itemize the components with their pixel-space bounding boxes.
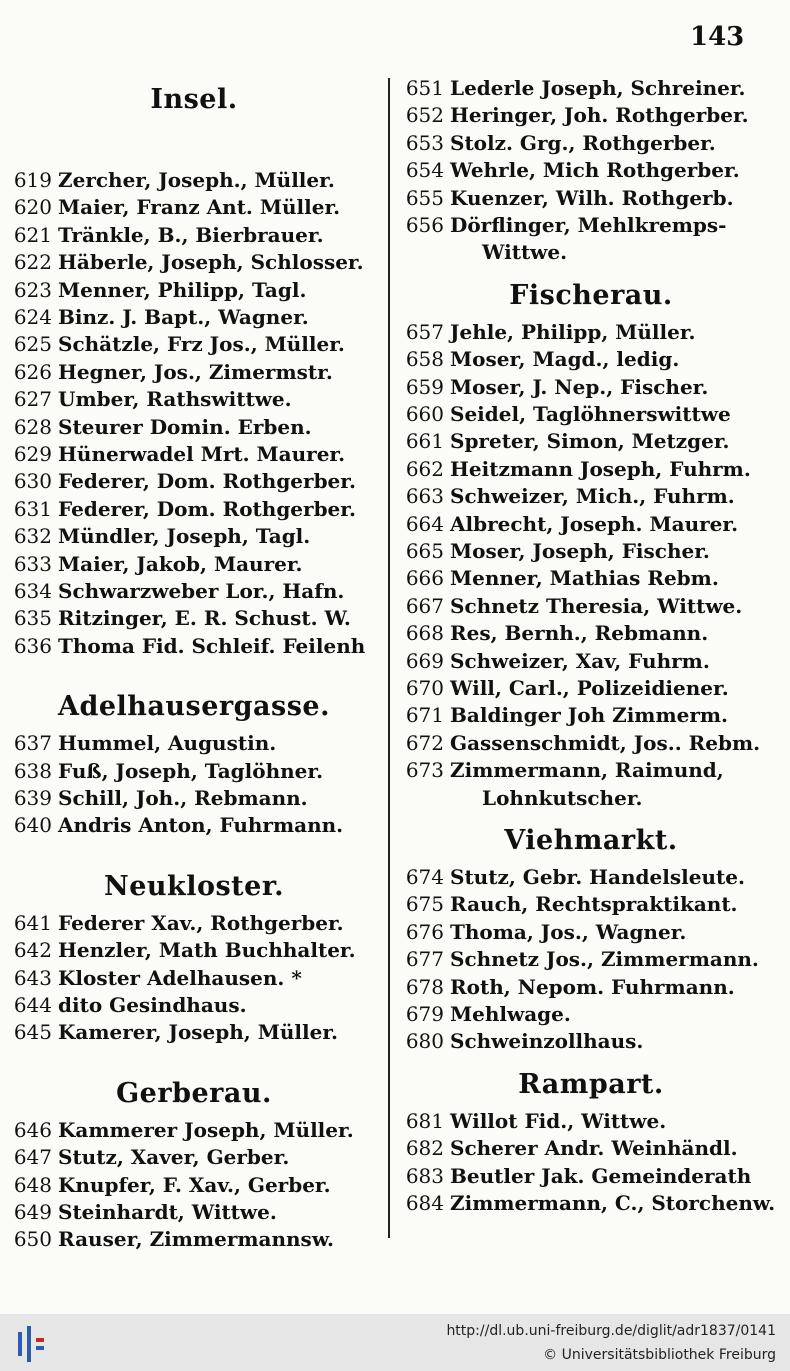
section-heading: Rampart. — [518, 1068, 664, 1100]
house-number: 622 — [13, 250, 52, 275]
address-entry — [0, 938, 356, 962]
house-number: 663 — [405, 484, 444, 509]
resident-name: Ritzinger, E. R. Schust. W. — [58, 606, 351, 631]
address-entry — [392, 947, 759, 971]
address-entry — [392, 1164, 751, 1188]
address-entry — [392, 865, 745, 889]
resident-name: Spreter, Simon, Metzger. — [450, 429, 730, 454]
house-number: 648 — [13, 1172, 52, 1197]
address-entry — [0, 360, 333, 384]
resident-name: Stutz, Gebr. Handelsleute. — [450, 865, 745, 889]
house-number: 658 — [405, 347, 444, 372]
resident-name: Schweizer, Mich., Fuhrm. — [450, 484, 735, 509]
resident-name: Thoma, Jos., Wagner. — [450, 919, 687, 944]
address-entry — [392, 76, 746, 100]
address-entry — [0, 1227, 334, 1251]
address-entry — [392, 758, 724, 782]
house-number: 680 — [405, 1029, 444, 1054]
house-number: 635 — [13, 606, 52, 631]
entry-continuation: Lohnkutscher. — [482, 785, 643, 810]
address-entry — [0, 332, 345, 356]
house-number: 650 — [13, 1227, 52, 1252]
address-entry — [0, 278, 306, 302]
address-entry — [0, 497, 356, 521]
house-number: 629 — [13, 442, 52, 466]
resident-name: Wehrle, Mich Rothgerber. — [450, 158, 740, 183]
resident-name: Moser, Magd., ledig. — [450, 347, 680, 372]
house-number: 671 — [405, 703, 444, 728]
copyright-notice: © Universitätsbibliothek Freiburg — [543, 1347, 776, 1363]
page-number: 143 — [690, 22, 745, 52]
address-entry — [392, 621, 708, 645]
resident-name: Hegner, Jos., Zimermstr. — [58, 359, 333, 384]
address-entry — [392, 1109, 666, 1133]
house-number: 657 — [405, 319, 444, 344]
address-entry — [392, 1029, 643, 1053]
address-entry — [392, 158, 740, 182]
resident-name: Häberle, Joseph, Schlosser. — [58, 250, 364, 275]
address-entry — [0, 195, 340, 219]
permalink-link[interactable]: http://dl.ub.uni-freiburg.de/diglit/adr1837/0141 — [446, 1323, 776, 1339]
address-entry — [392, 975, 735, 999]
address-entry — [392, 1136, 738, 1160]
resident-name: Jehle, Philipp, Müller. — [450, 319, 696, 344]
house-number: 651 — [405, 76, 444, 100]
resident-name: Knupfer, F. Xav., Gerber. — [58, 1172, 331, 1197]
resident-name: Zimmermann, Raimund, — [450, 758, 724, 783]
address-entry — [392, 484, 735, 508]
address-entry — [0, 223, 324, 247]
resident-name: Kuenzer, Wilh. Rothgerb. — [450, 185, 734, 210]
resident-name: dito Gesindhaus. — [58, 993, 247, 1017]
address-entry — [392, 402, 731, 426]
house-number: 664 — [405, 511, 444, 536]
house-number: 675 — [405, 892, 444, 917]
resident-name: Fuß, Joseph, Taglöhner. — [58, 758, 324, 783]
section-heading: Fischerau. — [509, 279, 673, 311]
resident-name: Hünerwadel Mrt. Maurer. — [58, 442, 346, 466]
house-number: 669 — [405, 648, 444, 673]
house-number: 677 — [405, 947, 444, 972]
address-entry — [0, 634, 365, 658]
house-number: 659 — [405, 374, 444, 399]
section-heading: Insel. — [150, 84, 238, 115]
address-entry — [392, 676, 729, 700]
house-number: 625 — [13, 332, 52, 357]
resident-name: Steinhardt, Wittwe. — [58, 1200, 277, 1224]
house-number: 631 — [13, 496, 52, 521]
resident-name: Schweinzollhaus. — [450, 1029, 644, 1054]
address-entry — [0, 993, 247, 1017]
viewer-footer — [0, 1314, 790, 1371]
section-heading: Gerberau. — [116, 1077, 272, 1109]
house-number: 674 — [405, 865, 444, 889]
resident-name: Mündler, Joseph, Tagl. — [58, 524, 311, 549]
address-entry — [0, 469, 356, 493]
address-entry — [0, 911, 344, 935]
house-number: 624 — [13, 305, 52, 329]
resident-name: Menner, Philipp, Tagl. — [58, 277, 307, 302]
resident-name: Res, Bernh., Rebmann. — [450, 621, 709, 646]
resident-name: Maier, Franz Ant. Müller. — [58, 195, 341, 220]
house-number: 673 — [405, 758, 444, 783]
section-heading: Adelhausergasse. — [58, 691, 330, 723]
resident-name: Zercher, Joseph., Müller. — [58, 168, 335, 192]
address-entry — [392, 594, 742, 618]
house-number: 655 — [405, 185, 444, 210]
house-number: 627 — [13, 387, 52, 412]
resident-name: Scherer Andr. Weinhändl. — [450, 1136, 738, 1161]
entry-continuation: Wittwe. — [482, 240, 568, 265]
resident-name: Lederle Joseph, Schreiner. — [450, 76, 746, 100]
resident-name: Baldinger Joh Zimmerm. — [450, 703, 729, 728]
resident-name: Kammerer Joseph, Müller. — [58, 1117, 354, 1142]
address-entry — [0, 387, 292, 411]
house-number: 630 — [13, 469, 52, 494]
address-entry — [0, 442, 345, 466]
address-entry — [0, 524, 310, 548]
house-number: 662 — [405, 456, 444, 481]
section-heading: Viehmarkt. — [504, 825, 678, 856]
house-number: 660 — [405, 402, 444, 426]
house-number: 628 — [13, 414, 52, 439]
resident-name: Kloster Adelhausen. * — [58, 965, 302, 990]
resident-name: Tränkle, B., Bierbrauer. — [58, 222, 324, 247]
address-entry — [0, 1173, 331, 1197]
address-entry — [392, 347, 679, 371]
resident-name: Steurer Domin. Erben. — [58, 414, 312, 439]
address-entry — [0, 606, 351, 630]
address-entry — [392, 566, 719, 590]
house-number: 636 — [13, 633, 52, 658]
house-number: 647 — [13, 1145, 52, 1170]
house-number: 667 — [405, 593, 444, 618]
house-number: 676 — [405, 919, 444, 944]
house-number: 679 — [405, 1002, 444, 1026]
house-number: 637 — [13, 731, 52, 756]
resident-name: Heitzmann Joseph, Fuhrm. — [450, 456, 751, 481]
house-number: 656 — [405, 213, 444, 237]
column-divider — [388, 78, 390, 1238]
resident-name: Umber, Rathswittwe. — [58, 387, 292, 412]
resident-name: Federer Xav., Rothgerber. — [58, 910, 344, 935]
house-number: 642 — [13, 938, 52, 963]
resident-name: Stutz, Xaver, Gerber. — [58, 1145, 290, 1170]
resident-name: Willot Fid., Wittwe. — [450, 1108, 667, 1133]
address-entry — [392, 186, 734, 210]
address-entry — [392, 920, 686, 944]
address-entry — [392, 375, 708, 399]
resident-name: Menner, Mathias Rebm. — [450, 566, 719, 591]
address-entry — [0, 168, 335, 192]
address-entry — [0, 759, 323, 783]
address-entry — [0, 966, 302, 990]
address-entry — [0, 786, 308, 810]
house-number: 649 — [13, 1200, 52, 1224]
library-logo-icon — [14, 1324, 48, 1364]
resident-name: Zimmermann, C., Storchenw. — [450, 1191, 776, 1215]
resident-name: Maier, Jakob, Maurer. — [58, 551, 303, 576]
house-number: 638 — [13, 758, 52, 783]
house-number: 619 — [13, 168, 52, 192]
address-entry — [392, 213, 726, 237]
house-number: 644 — [13, 993, 52, 1017]
resident-name: Schwarzweber Lor., Hafn. — [58, 579, 345, 603]
resident-name: Moser, J. Nep., Fischer. — [450, 374, 709, 399]
address-entry — [392, 539, 710, 563]
house-number: 640 — [13, 813, 52, 838]
house-number: 682 — [405, 1136, 444, 1161]
resident-name: Rauch, Rechtspraktikant. — [450, 892, 738, 917]
house-number: 646 — [13, 1117, 52, 1142]
resident-name: Schill, Joh., Rebmann. — [58, 786, 308, 810]
address-entry — [392, 512, 738, 536]
house-number: 633 — [13, 551, 52, 576]
house-number: 684 — [405, 1191, 444, 1215]
resident-name: Stolz. Grg., Rothgerber. — [450, 130, 716, 155]
address-entry — [392, 429, 730, 453]
house-number: 683 — [405, 1163, 444, 1188]
address-entry — [392, 649, 710, 673]
address-entry — [392, 320, 696, 344]
house-number: 645 — [13, 1020, 52, 1045]
resident-name: Schnetz Theresia, Wittwe. — [450, 593, 743, 618]
house-number: 668 — [405, 621, 444, 646]
resident-name: Hummel, Augustin. — [58, 731, 277, 756]
resident-name: Will, Carl., Polizeidiener. — [450, 676, 729, 700]
house-number: 670 — [405, 676, 444, 700]
resident-name: Dörflinger, Mehlkremps- — [450, 213, 727, 237]
house-number: 623 — [13, 277, 52, 302]
address-entry — [392, 103, 749, 127]
house-number: 654 — [405, 158, 444, 183]
address-entry — [392, 131, 716, 155]
address-entry — [392, 731, 760, 755]
resident-name: Heringer, Joh. Rothgerber. — [450, 103, 749, 128]
address-entry — [392, 1002, 571, 1026]
address-entry — [0, 305, 309, 329]
house-number: 653 — [405, 130, 444, 155]
resident-name: Gassenschmidt, Jos.. Rebm. — [450, 730, 761, 755]
address-entry — [0, 731, 276, 755]
address-entry — [392, 457, 751, 481]
house-number: 641 — [13, 910, 52, 935]
resident-name: Federer, Dom. Rothgerber. — [58, 496, 356, 521]
house-number: 634 — [13, 579, 52, 603]
house-number: 678 — [405, 974, 444, 999]
address-entry — [0, 1020, 338, 1044]
resident-name: Rauser, Zimmermannsw. — [58, 1227, 334, 1252]
resident-name: Binz. J. Bapt., Wagner. — [58, 305, 309, 329]
address-entry — [392, 703, 728, 727]
address-entry — [0, 1118, 354, 1142]
house-number: 621 — [13, 222, 52, 247]
house-number: 666 — [405, 566, 444, 591]
house-number: 672 — [405, 730, 444, 755]
address-entry — [0, 415, 312, 439]
resident-name: Thoma Fid. Schleif. Feilenh — [58, 633, 366, 658]
resident-name: Schätzle, Frz Jos., Müller. — [58, 332, 345, 357]
resident-name: Moser, Joseph, Fischer. — [450, 539, 710, 563]
resident-name: Mehlwage. — [450, 1002, 571, 1026]
house-number: 643 — [13, 965, 52, 990]
house-number: 632 — [13, 524, 52, 549]
house-number: 661 — [405, 429, 444, 454]
house-number: 681 — [405, 1108, 444, 1133]
resident-name: Roth, Nepom. Fuhrmann. — [450, 974, 735, 999]
house-number: 626 — [13, 359, 52, 384]
address-entry — [392, 892, 738, 916]
address-entry — [392, 1191, 775, 1215]
address-entry — [0, 1200, 277, 1224]
resident-name: Seidel, Taglöhnerswittwe — [450, 402, 731, 426]
resident-name: Albrecht, Joseph. Maurer. — [450, 511, 739, 536]
resident-name: Federer, Dom. Rothgerber. — [58, 469, 356, 494]
resident-name: Andris Anton, Fuhrmann. — [58, 813, 344, 838]
house-number: 665 — [405, 539, 444, 563]
address-entry — [0, 1145, 289, 1169]
address-entry — [0, 552, 303, 576]
address-entry — [0, 813, 343, 837]
address-entry — [0, 250, 364, 274]
resident-name: Henzler, Math Buchhalter. — [58, 938, 356, 963]
resident-name: Beutler Jak. Gemeinderath — [450, 1163, 752, 1188]
section-heading: Neukloster. — [104, 870, 284, 902]
house-number: 620 — [13, 195, 52, 220]
resident-name: Schweizer, Xav, Fuhrm. — [450, 648, 710, 673]
house-number: 652 — [405, 103, 444, 128]
resident-name: Kamerer, Joseph, Müller. — [58, 1020, 338, 1045]
house-number: 639 — [13, 786, 52, 810]
address-entry — [0, 579, 344, 603]
resident-name: Schnetz Jos., Zimmermann. — [450, 947, 759, 972]
